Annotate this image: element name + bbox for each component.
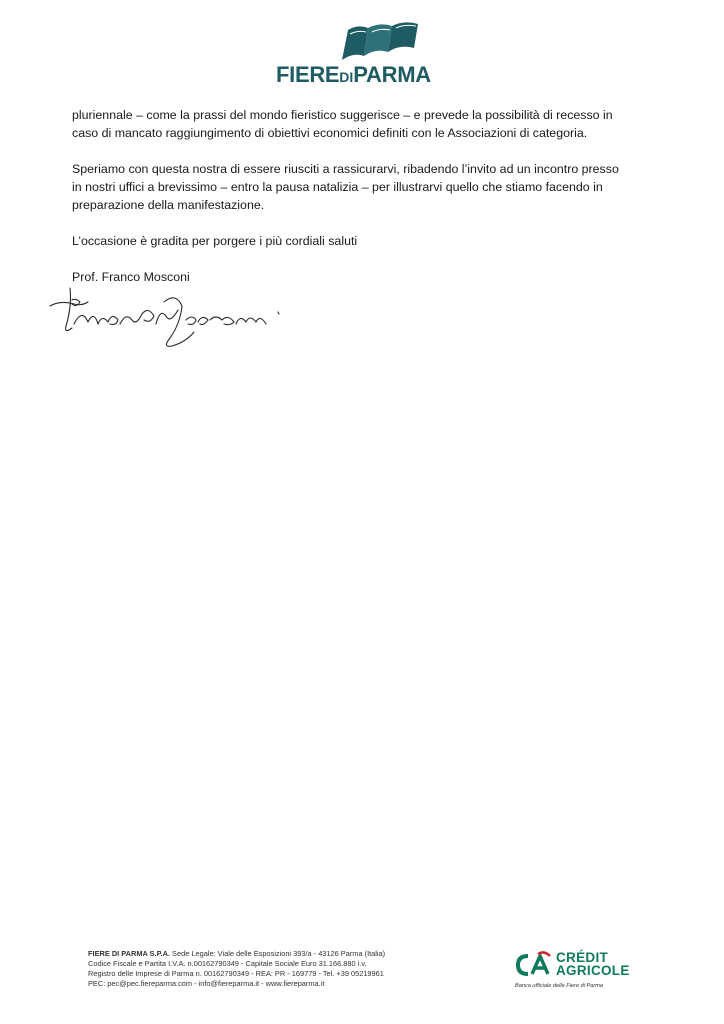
footer-company-line: FIERE DI PARMA S.P.A. Sede Legale: Viale delle Esposizioni 393/a - 43126 Parma (Italia) bbox=[88, 949, 386, 958]
handwritten-signature bbox=[46, 284, 286, 354]
paragraph-recess-line-1: pluriennale – come la prassi del mondo fieristico suggerisce – e prevede la possibilità di recesso in bbox=[72, 108, 613, 122]
letter-body bbox=[72, 106, 662, 286]
footer-contacts-line: PEC: pec@pec.fiereparma.com - info@fiereparma.it - www.fiereparma.it bbox=[88, 979, 325, 988]
logo-wordmark: FIEREDIPARMA bbox=[276, 62, 431, 87]
bank-name: CRÉDIT AGRICOLE bbox=[556, 950, 630, 978]
paragraph-recess-line-2: caso di mancato raggiungimento di obiettivi economici definiti con le Associazioni di categoria. bbox=[72, 126, 588, 140]
paragraph-reassure-line-1: Speriamo con questa nostra di essere riusciti a rassicurarvi, ribadendo l’invito ad un incontro presso bbox=[72, 162, 619, 176]
fiere-di-parma-logo bbox=[276, 20, 452, 86]
credit-agricole-logo bbox=[514, 950, 674, 996]
footer-fiscal-line: Codice Fiscale e Partita I.V.A. n.00162790349 - Capitale Sociale Euro 31.166.880 i.v. bbox=[88, 959, 367, 968]
signatory-name: Prof. Franco Mosconi bbox=[72, 270, 190, 284]
footer-registry-line: Registro delle Imprese di Parma n. 00162790349 - REA: PR - 169779 - Tel. +39 05219961 bbox=[88, 969, 384, 978]
bank-tagline: Banca ufficiale delle Fiere di Parma bbox=[515, 983, 603, 989]
paragraph-reassure-line-2: in nostri uffici a brevissimo – entro la pausa natalizia – per illustrarvi quello che stiamo facendo in bbox=[72, 180, 603, 194]
credit-agricole-mark-icon bbox=[514, 950, 552, 978]
company-footer bbox=[88, 949, 488, 989]
logo-flags-icon bbox=[338, 20, 422, 62]
closing-greeting: L’occasione è gradita per porgere i più cordiali saluti bbox=[72, 234, 358, 248]
paragraph-reassure-line-3: preparazione della manifestazione. bbox=[72, 198, 265, 212]
